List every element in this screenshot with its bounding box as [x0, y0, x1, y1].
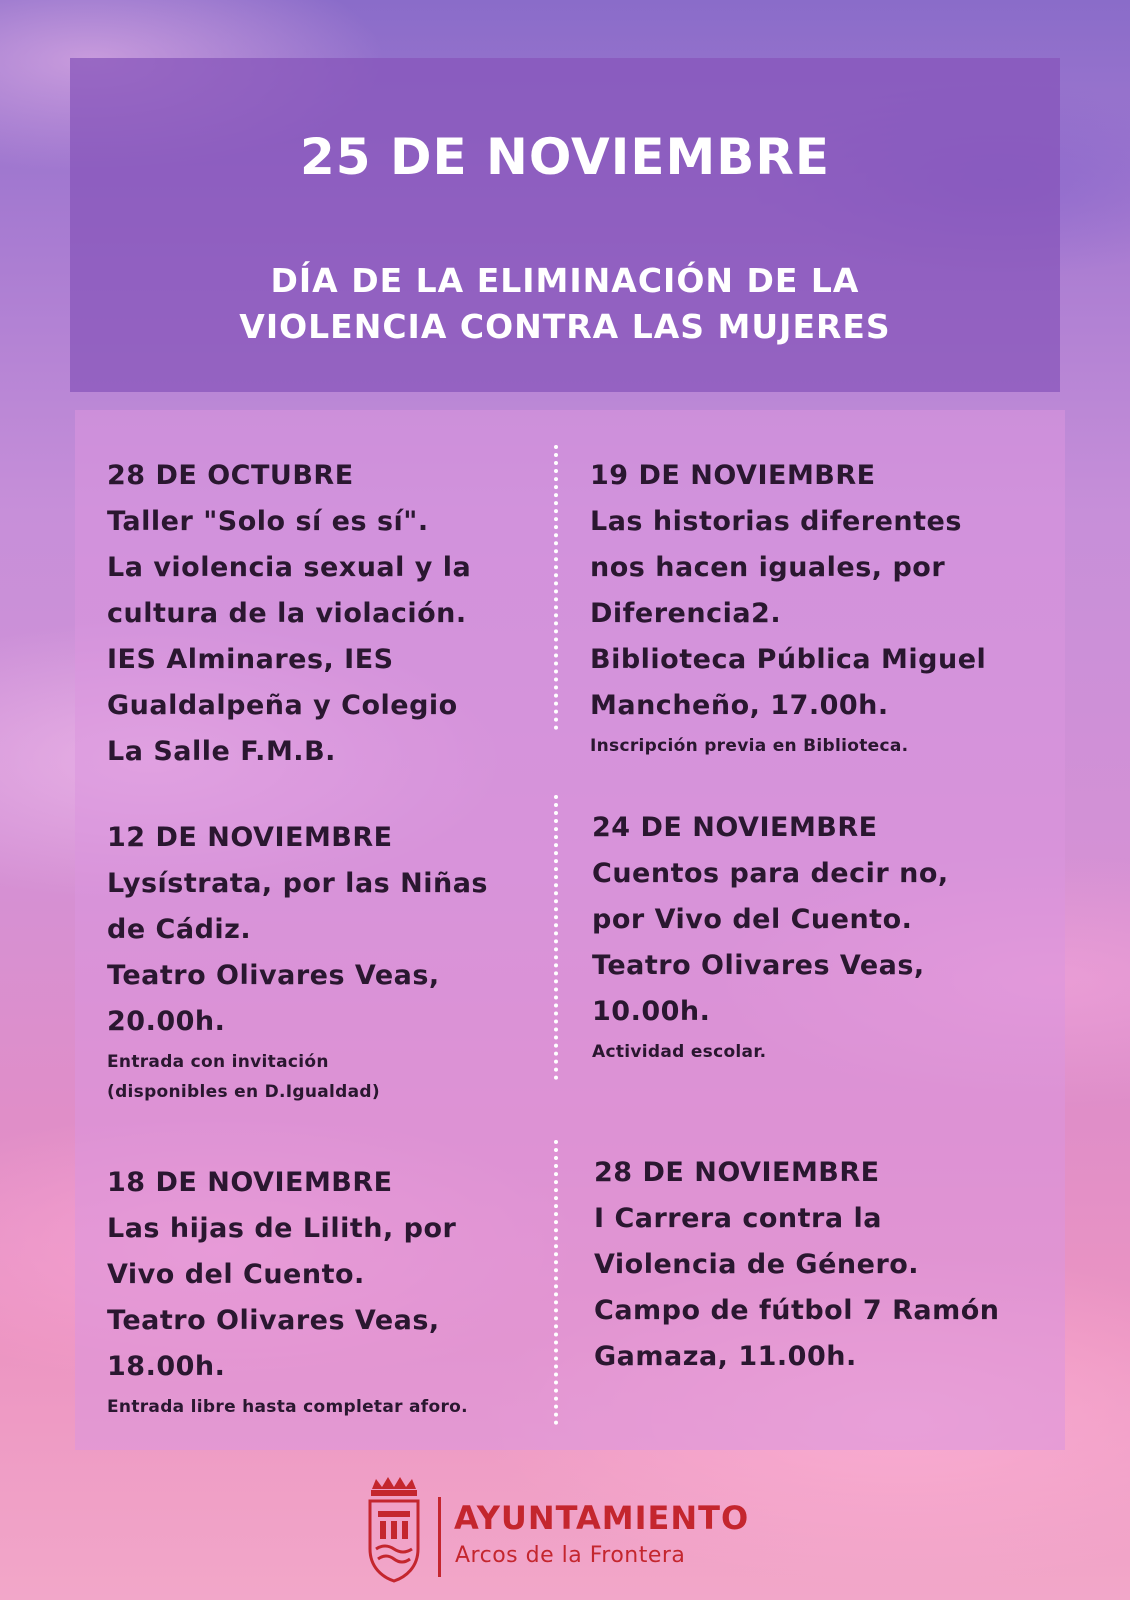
event-block: [107, 453, 471, 775]
event-description-line: Mancheño, 17.00h.: [590, 690, 889, 721]
event-block: [590, 453, 986, 761]
event-description-line: Gamaza, 11.00h.: [594, 1341, 857, 1372]
page-title: 25 DE NOVIEMBRE: [299, 128, 831, 186]
page-subtitle: [0, 258, 1130, 350]
subtitle-line-2: VIOLENCIA CONTRA LAS MUJERES: [239, 307, 891, 346]
event-date: 28 DE OCTUBRE: [107, 460, 354, 491]
column-divider: [554, 445, 558, 730]
event-description-line: La Salle F.M.B.: [107, 736, 336, 767]
event-description-line: Taller "Solo sí es sí".: [107, 506, 429, 537]
event-note: Entrada libre hasta completar aforo.: [107, 1397, 468, 1417]
event-description-line: Violencia de Género.: [594, 1249, 920, 1280]
event-description-line: nos hacen iguales, por: [590, 552, 946, 583]
event-description-line: Cuentos para decir no,: [592, 858, 949, 889]
event-note: Actividad escolar.: [592, 1042, 767, 1062]
event-date: 24 DE NOVIEMBRE: [592, 812, 878, 843]
column-divider: [554, 795, 558, 1080]
org-city: Arcos de la Frontera: [455, 1543, 686, 1568]
event-description-line: Teatro Olivares Veas,: [107, 960, 440, 991]
event-description-line: 18.00h.: [107, 1351, 226, 1382]
event-note: Entrada con invitación: [107, 1052, 329, 1072]
event-description-line: Vivo del Cuento.: [107, 1259, 365, 1290]
event-description-line: Biblioteca Pública Miguel: [590, 644, 987, 675]
event-description-line: de Cádiz.: [107, 914, 252, 945]
event-date: 12 DE NOVIEMBRE: [107, 822, 393, 853]
event-description-line: Las hijas de Lilith, por: [107, 1213, 457, 1244]
event-description-line: 10.00h.: [592, 996, 711, 1027]
event-block: [592, 805, 949, 1067]
event-block: [107, 815, 488, 1107]
event-note: (disponibles en D.Igualdad): [107, 1082, 380, 1102]
event-description-line: IES Alminares, IES: [107, 644, 394, 675]
event-description-line: Teatro Olivares Veas,: [592, 950, 925, 981]
subtitle-line-1: DÍA DE LA ELIMINACIÓN DE LA: [270, 261, 860, 300]
event-description-line: La violencia sexual y la: [107, 552, 472, 583]
event-date: 19 DE NOVIEMBRE: [590, 460, 876, 491]
event-date: 28 DE NOVIEMBRE: [594, 1157, 880, 1188]
event-description-line: 20.00h.: [107, 1006, 226, 1037]
event-description-line: cultura de la violación.: [107, 598, 467, 629]
org-name: AYUNTAMIENTO: [454, 1499, 750, 1537]
event-description-line: Lysístrata, por las Niñas: [107, 868, 488, 899]
event-description-line: I Carrera contra la: [594, 1203, 882, 1234]
footer-logo: [366, 1475, 766, 1585]
column-divider: [554, 1140, 558, 1425]
event-description-line: Diferencia2.: [590, 598, 782, 629]
logo-separator: [438, 1497, 441, 1577]
event-block: [107, 1160, 468, 1422]
event-block: [594, 1150, 1000, 1380]
town-crest-icon: [366, 1475, 422, 1585]
event-description-line: Teatro Olivares Veas,: [107, 1305, 440, 1336]
event-description-line: por Vivo del Cuento.: [592, 904, 913, 935]
event-description-line: Campo de fútbol 7 Ramón: [594, 1295, 1000, 1326]
event-description-line: Las historias diferentes: [590, 506, 962, 537]
event-description-line: Gualdalpeña y Colegio: [107, 690, 458, 721]
event-note: Inscripción previa en Biblioteca.: [590, 736, 909, 756]
event-date: 18 DE NOVIEMBRE: [107, 1167, 393, 1198]
